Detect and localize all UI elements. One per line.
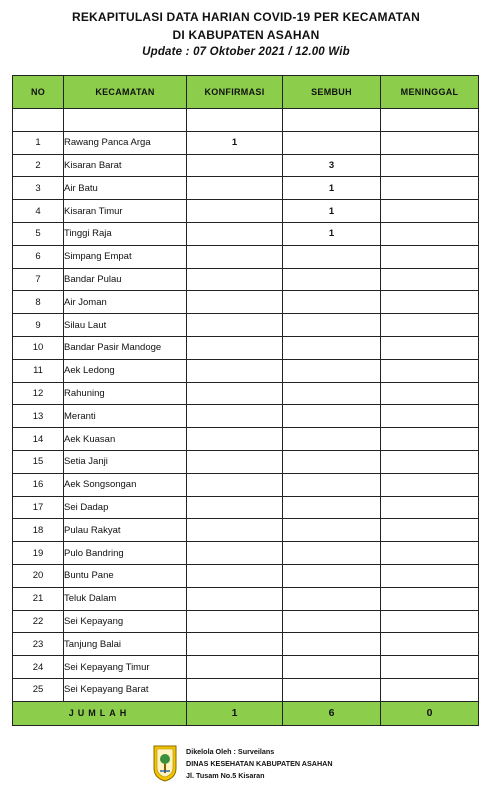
kecamatan-cell: Sei Kepayang [64,610,187,633]
konfirmasi-cell [187,587,283,610]
meninggal-cell [381,656,479,679]
konfirmasi-cell [187,222,283,245]
konfirmasi-cell [187,382,283,405]
meninggal-cell [381,245,479,268]
table-row [13,656,479,679]
kecamatan-cell: Air Batu [64,177,187,200]
row-number-cell: 22 [13,610,64,633]
meninggal-cell [381,428,479,451]
kecamatan-cell: Aek Ledong [64,359,187,382]
sembuh-cell [283,610,381,633]
meninggal-cell [381,200,479,223]
meninggal-cell [381,610,479,633]
kecamatan-cell: Aek Kuasan [64,428,187,451]
meninggal-cell [381,496,479,519]
sembuh-cell [283,542,381,565]
table-row [13,473,479,496]
table-row [13,245,479,268]
row-number-cell: 20 [13,564,64,587]
sembuh-cell [283,245,381,268]
kecamatan-cell: Simpang Empat [64,245,187,268]
meninggal-cell [381,633,479,656]
konfirmasi-cell [187,405,283,428]
meninggal-cell [381,336,479,359]
meninggal-cell [381,564,479,587]
kecamatan-cell: Aek Songsongan [64,473,187,496]
sembuh-cell [283,131,381,154]
sembuh-cell [283,336,381,359]
konfirmasi-cell [187,542,283,565]
row-number-cell: 24 [13,656,64,679]
sembuh-cell: 3 [283,154,381,177]
meninggal-cell [381,359,479,382]
header-spacer-row [13,109,479,132]
konfirmasi-cell: 1 [187,131,283,154]
table-row [13,200,479,223]
table-row [13,428,479,451]
table-row [13,450,479,473]
sembuh-cell [283,268,381,291]
row-number-cell: 14 [13,428,64,451]
row-number-cell: 10 [13,336,64,359]
spacer-cell [187,109,283,132]
row-number-cell: 5 [13,222,64,245]
meninggal-cell [381,405,479,428]
recap-table [12,75,479,726]
sembuh-cell [283,587,381,610]
row-number-cell: 15 [13,450,64,473]
konfirmasi-cell [187,177,283,200]
kecamatan-cell: Silau Laut [64,314,187,337]
kecamatan-cell: Tanjung Balai [64,633,187,656]
row-number-cell: 8 [13,291,64,314]
konfirmasi-cell [187,473,283,496]
column-header-no: NO [13,76,64,109]
konfirmasi-cell [187,314,283,337]
meninggal-cell [381,314,479,337]
meninggal-cell [381,678,479,701]
sembuh-cell [283,382,381,405]
meninggal-cell [381,519,479,542]
report-title: REKAPITULASI DATA HARIAN COVID-19 PER KECAMATAN [71,10,421,24]
table-row [13,587,479,610]
table-row [13,542,479,565]
row-number-cell: 7 [13,268,64,291]
footer-managed-by: Dikelola Oleh : Surveilans [186,747,275,756]
konfirmasi-cell [187,200,283,223]
meninggal-cell [381,542,479,565]
column-header-sembuh: SEMBUH [283,76,381,109]
meninggal-cell [381,177,479,200]
row-number-cell: 13 [13,405,64,428]
row-number-cell: 12 [13,382,64,405]
report-subtitle: DI KABUPATEN ASAHAN [172,28,320,42]
sembuh-cell [283,656,381,679]
table-row [13,336,479,359]
footer-agency: DINAS KESEHATAN KABUPATEN ASAHAN [186,759,333,768]
kecamatan-cell: Sei Dadap [64,496,187,519]
table-row [13,496,479,519]
footer-address: Jl. Tusam No.5 Kisaran [186,771,265,780]
table-header-row [13,76,479,109]
row-number-cell: 9 [13,314,64,337]
row-number-cell: 1 [13,131,64,154]
row-number-cell: 11 [13,359,64,382]
konfirmasi-cell [187,245,283,268]
kecamatan-cell: Air Joman [64,291,187,314]
row-number-cell: 18 [13,519,64,542]
row-number-cell: 6 [13,245,64,268]
meninggal-cell [381,473,479,496]
kecamatan-cell: Tinggi Raja [64,222,187,245]
spacer-cell [283,109,381,132]
kecamatan-cell: Pulo Bandring [64,542,187,565]
table-row [13,359,479,382]
table-row [13,314,479,337]
footer [152,744,392,786]
total-sembuh: 6 [283,701,381,725]
sembuh-cell [283,450,381,473]
column-header-kecamatan: KECAMATAN [64,76,187,109]
konfirmasi-cell [187,336,283,359]
meninggal-cell [381,268,479,291]
sembuh-cell [283,359,381,382]
sembuh-cell [283,678,381,701]
spacer-cell [64,109,187,132]
sembuh-cell [283,564,381,587]
kecamatan-cell: Rahuning [64,382,187,405]
meninggal-cell [381,222,479,245]
konfirmasi-cell [187,268,283,291]
sembuh-cell: 1 [283,177,381,200]
konfirmasi-cell [187,656,283,679]
table-row [13,564,479,587]
row-number-cell: 4 [13,200,64,223]
kecamatan-cell: Teluk Dalam [64,587,187,610]
sembuh-cell [283,428,381,451]
konfirmasi-cell [187,519,283,542]
table-row [13,268,479,291]
table-row [13,177,479,200]
meninggal-cell [381,154,479,177]
sembuh-cell [283,496,381,519]
column-header-konfirmasi: KONFIRMASI [187,76,283,109]
row-number-cell: 2 [13,154,64,177]
sembuh-cell [283,405,381,428]
row-number-cell: 17 [13,496,64,519]
total-row [13,701,479,725]
konfirmasi-cell [187,428,283,451]
kecamatan-cell: Rawang Panca Arga [64,131,187,154]
asahan-regency-emblem-icon [152,744,178,782]
row-number-cell: 16 [13,473,64,496]
kecamatan-cell: Bandar Pasir Mandoge [64,336,187,359]
kecamatan-cell: Pulau Rakyat [64,519,187,542]
table-row [13,633,479,656]
sembuh-cell [283,314,381,337]
meninggal-cell [381,587,479,610]
konfirmasi-cell [187,564,283,587]
kecamatan-cell: Buntu Pane [64,564,187,587]
table-row [13,610,479,633]
column-header-meninggal: MENINGGAL [381,76,479,109]
sembuh-cell [283,519,381,542]
konfirmasi-cell [187,610,283,633]
kecamatan-cell: Setia Janji [64,450,187,473]
table-row [13,382,479,405]
update-timestamp: Update : 07 Oktober 2021 / 12.00 Wib [142,46,350,58]
row-number-cell: 21 [13,587,64,610]
table-row [13,291,479,314]
meninggal-cell [381,382,479,405]
kecamatan-cell: Sei Kepayang Timur [64,656,187,679]
total-meninggal: 0 [381,701,479,725]
table-row [13,678,479,701]
table-row [13,131,479,154]
total-konfirmasi: 1 [187,701,283,725]
konfirmasi-cell [187,359,283,382]
table-row [13,405,479,428]
row-number-cell: 3 [13,177,64,200]
table-row [13,154,479,177]
kecamatan-cell: Sei Kepayang Barat [64,678,187,701]
konfirmasi-cell [187,154,283,177]
row-number-cell: 19 [13,542,64,565]
konfirmasi-cell [187,291,283,314]
total-label: JUMLAH [13,701,187,725]
kecamatan-cell: Bandar Pulau [64,268,187,291]
sembuh-cell [283,291,381,314]
meninggal-cell [381,450,479,473]
sembuh-cell: 1 [283,222,381,245]
spacer-cell [13,109,64,132]
sembuh-cell [283,633,381,656]
table-row [13,519,479,542]
row-number-cell: 23 [13,633,64,656]
meninggal-cell [381,131,479,154]
kecamatan-cell: Kisaran Timur [64,200,187,223]
sembuh-cell [283,473,381,496]
konfirmasi-cell [187,450,283,473]
sembuh-cell: 1 [283,200,381,223]
row-number-cell: 25 [13,678,64,701]
kecamatan-cell: Meranti [64,405,187,428]
konfirmasi-cell [187,633,283,656]
meninggal-cell [381,291,479,314]
kecamatan-cell: Kisaran Barat [64,154,187,177]
table-row [13,222,479,245]
konfirmasi-cell [187,678,283,701]
spacer-cell [381,109,479,132]
konfirmasi-cell [187,496,283,519]
